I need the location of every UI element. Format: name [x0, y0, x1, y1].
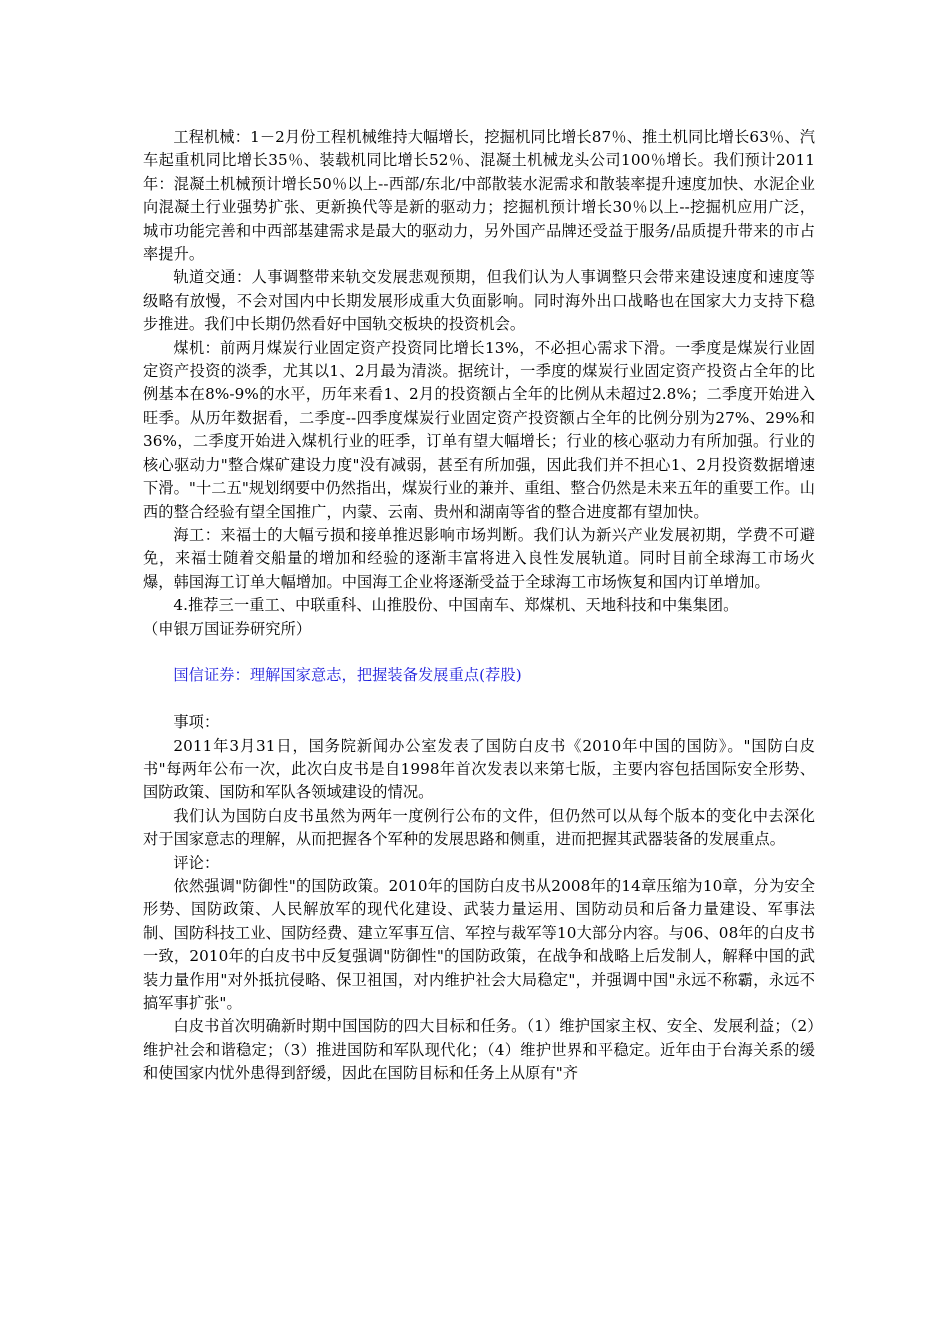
- paragraph-white-paper-release: 2011年3月31日，国务院新闻办公室发表了国防白皮书《2010年中国的国防》。"国防白皮书"每两年公布一次，此次白皮书是自1998年首次发表以来第七版，主要内容包括国际安全形势、国防政策、国防和军队各领域建设的情况。: [143, 736, 815, 802]
- section-heading-link[interactable]: 国信证券：理解国家意志，把握装备发展重点(荐股): [173, 666, 522, 685]
- paragraph-offshore-engineering: 海工：来福士的大幅亏损和接单推迟影响市场判断。我们认为新兴产业发展初期，学费不可避免，来福士随着交船量的增加和经验的逐渐丰富将进入良性发展轨道。同时目前全球海工市场火爆，韩国海工订单大幅增加。中国海工企业将逐渐受益于全球海工市场恢复和国内订单增加。: [143, 525, 815, 591]
- paragraph-rail-transit: 轨道交通：人事调整带来轨交发展悲观预期，但我们认为人事调整只会带来建设速度和速度等级略有放慢，不会对国内中长期发展形成重大负面影响。同时海外出口战略也在国家大力支持下稳步推进。我们中长期仍然看好中国轨交板块的投资机会。: [143, 268, 815, 334]
- paragraph-construction-machinery: 工程机械：1－2月份工程机械维持大幅增长，挖掘机同比增长87％、推土机同比增长63％、汽车起重机同比增长35％、装载机同比增长52％、混凝土机械龙头公司100％增长。我们预计2011年：混凝土机械预计增长50％以上--西部/东北/中部散装水泥需求和散装率提升速度加快、水泥企业向混凝土行业强势扩张、更新换代等是新的驱动力；挖掘机预计增长30％以上--挖掘机应用广泛，城市功能完善和中西部基建需求是最大的驱动力，另外国产品牌还受益于服务/品质提升带来的市占率提升。: [143, 128, 815, 264]
- blank-line: [143, 688, 815, 711]
- blank-line: [143, 641, 815, 664]
- paragraph-national-will: 我们认为国防白皮书虽然为两年一度例行公布的文件，但仍然可以从每个版本的变化中去深化对于国家意志的理解，从而把握各个军种的发展思路和侧重，进而把握其武器装备的发展重点。: [143, 806, 815, 849]
- source-attribution: （申银万国证券研究所）: [143, 619, 312, 638]
- label-comment: 评论：: [173, 853, 220, 872]
- paragraph-recommendation: 4.推荐三一重工、中联重科、山推股份、中国南车、郑煤机、天地科技和中集集团。: [173, 596, 739, 615]
- paragraph-defensive-policy: 依然强调"防御性"的国防政策。2010年的国防白皮书从2008年的14章压缩为10章，分为安全形势、国防政策、人民解放军的现代化建设、武装力量运用、国防动员和后备力量建设、军事法制、国防科技工业、国防经费、建立军事互信、军控与裁军等10大部分内容。与06、08年的白皮书一致，2010年的白皮书中反复强调"防御性"的国防政策，在战争和战略上后发制人，解释中国的武装力量作用"对外抵抗侵略、保卫祖国，对内维护社会大局稳定"，并强调中国"永远不称霸，永远不搞军事扩张"。: [143, 876, 815, 1012]
- paragraph-four-objectives: 白皮书首次明确新时期中国国防的四大目标和任务。（1）维护国家主权、安全、发展利益；（2）维护社会和谐稳定；（3）推进国防和军队现代化；（4）维护世界和平稳定。近年由于台海关系的缓和使国家内忧外患得到舒缓，因此在国防目标和任务上从原有"齐: [143, 1017, 815, 1083]
- label-item: 事项：: [173, 713, 220, 732]
- document-page: [143, 126, 815, 1086]
- paragraph-coal-machinery: 煤机：前两月煤炭行业固定资产投资同比增长13%，不必担心需求下滑。一季度是煤炭行业固定资产投资的淡季，尤其以1、2月最为清淡。据统计，一季度的煤炭行业固定资产投资占全年的比例基本在8%-9%的水平，历年来看1、2月的投资额占全年的比例从未超过2.8%；二季度开始进入旺季。从历年数据看，二季度--四季度煤炭行业固定资产投资额占全年的比例分别为27%、29%和36%，二季度开始进入煤机行业的旺季，订单有望大幅增长；行业的核心驱动力有所加强。行业的核心驱动力"整合煤矿建设力度"没有减弱，甚至有所加强，因此我们并不担心1、2月投资数据增速下滑。"十二五"规划纲要中仍然指出，煤炭行业的兼并、重组、整合仍然是未来五年的重要工作。山西的整合经验有望全国推广，内蒙、云南、贵州和湖南等省的整合进度都有望加快。: [143, 338, 815, 521]
